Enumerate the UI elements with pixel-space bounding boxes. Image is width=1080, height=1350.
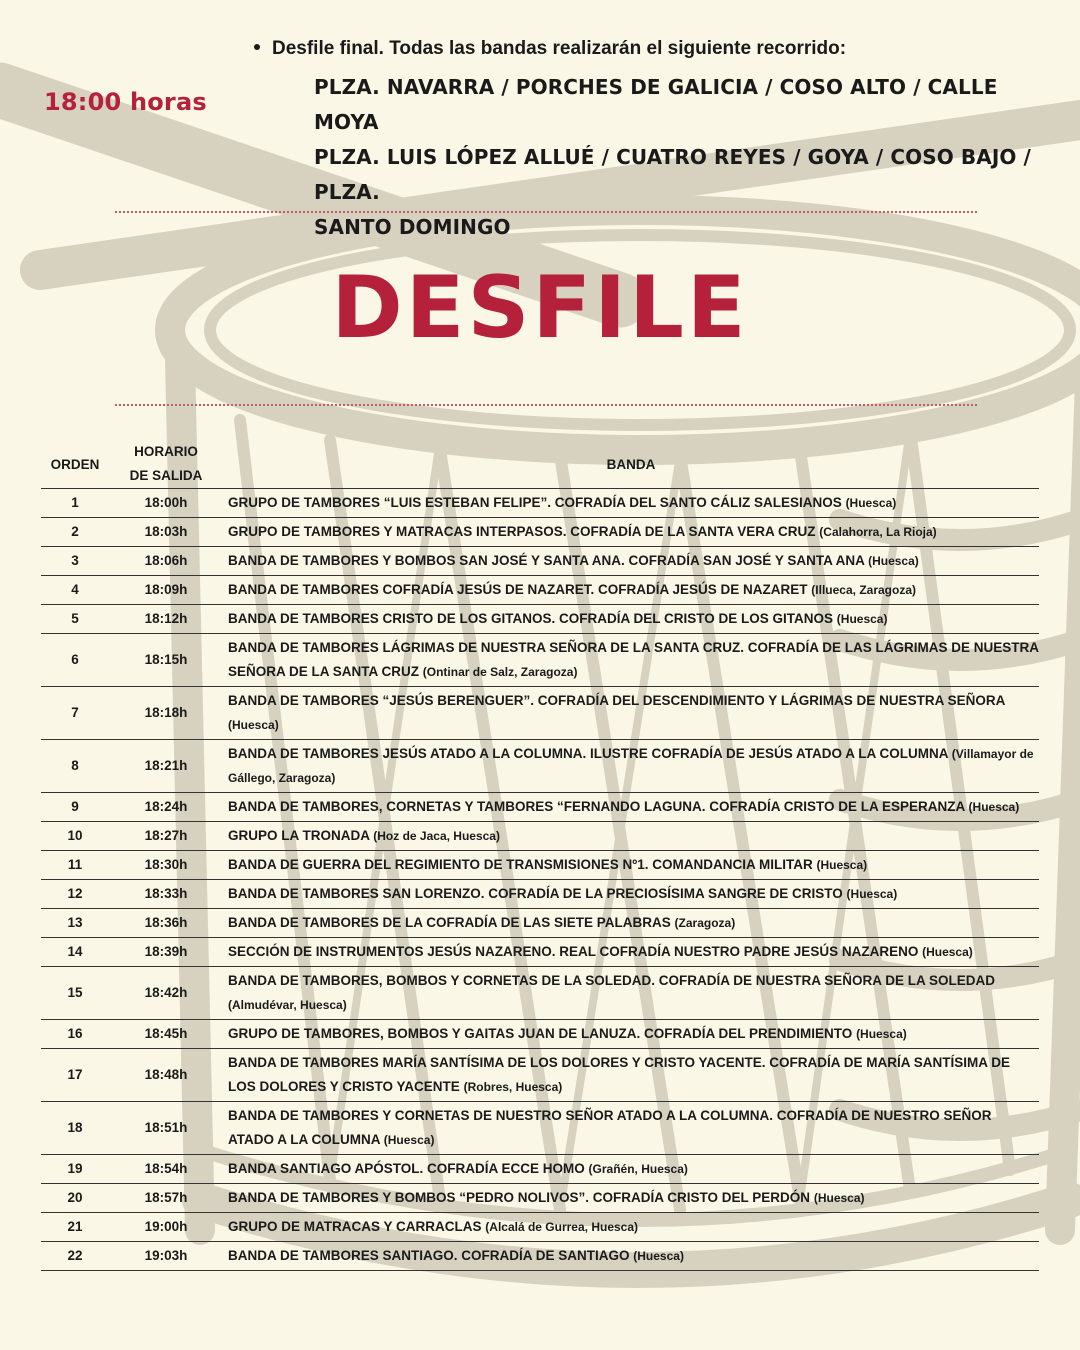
row-band: [223, 1184, 1039, 1213]
row-order: 19: [41, 1155, 109, 1184]
table-row: [41, 938, 1039, 967]
divider-bottom: [115, 404, 977, 406]
band-name: GRUPO DE TAMBORES, BOMBOS Y GAITAS JUAN DE LANUZA. COFRADÍA DEL PRENDIMIENTO: [228, 1026, 853, 1041]
row-band: [223, 547, 1039, 576]
route-line: PLZA. LUIS LÓPEZ ALLUÉ / CUATRO REYES / GOYA / COSO BAJO / PLZA.: [314, 145, 1031, 204]
row-band: [223, 489, 1039, 518]
row-order: 15: [41, 967, 109, 1020]
band-name: BANDA DE TAMBORES Y BOMBOS “PEDRO NOLIVOS”. COFRADÍA CRISTO DEL PERDÓN: [228, 1190, 811, 1205]
band-location: (Ontinar de Salz, Zaragoza): [422, 665, 578, 679]
band-name: BANDA DE TAMBORES JESÚS ATADO A LA COLUMNA. ILUSTRE COFRADÍA DE JESÚS ATADO A LA COLUMNA: [228, 746, 948, 761]
table-row: [41, 1049, 1039, 1102]
table-row: [41, 740, 1039, 793]
table-row: [41, 518, 1039, 547]
table-row: [41, 634, 1039, 687]
row-time: 18:48h: [109, 1049, 223, 1102]
schedule-time: 18:00 horas: [44, 88, 207, 116]
row-time: 18:54h: [109, 1155, 223, 1184]
row-time: 19:00h: [109, 1213, 223, 1242]
table-row: [41, 822, 1039, 851]
band-location: (Alcalá de Gurrea, Huesca): [485, 1220, 639, 1234]
row-time: 18:15h: [109, 634, 223, 687]
band-location: (Huesca): [868, 554, 919, 568]
table-row: [41, 1184, 1039, 1213]
row-time: 18:42h: [109, 967, 223, 1020]
row-order: 17: [41, 1049, 109, 1102]
band-location: (Almudévar, Huesca): [228, 998, 347, 1012]
row-time: 18:09h: [109, 576, 223, 605]
row-band: [223, 634, 1039, 687]
row-order: 10: [41, 822, 109, 851]
column-header-orden: ORDEN: [41, 440, 109, 489]
row-band: [223, 880, 1039, 909]
band-name: BANDA DE TAMBORES LÁGRIMAS DE NUESTRA SEÑORA DE LA SANTA CRUZ. COFRADÍA DE LAS LÁGRIMAS DE NUESTRA SEÑORA DE LA SANTA CRUZ: [228, 640, 1039, 679]
row-band: [223, 576, 1039, 605]
row-order: 20: [41, 1184, 109, 1213]
table-row: [41, 793, 1039, 822]
row-time: 18:06h: [109, 547, 223, 576]
band-location: (Zaragoza): [674, 916, 736, 930]
route-intro: [250, 38, 1050, 245]
table-row: [41, 880, 1039, 909]
row-band: [223, 822, 1039, 851]
row-order: 3: [41, 547, 109, 576]
row-order: 12: [41, 880, 109, 909]
band-location: (Villamayor de Gállego, Zaragoza): [228, 747, 1034, 785]
row-time: 18:39h: [109, 938, 223, 967]
band-name: BANDA DE TAMBORES “JESÚS BERENGUER”. COFRADÍA DEL DESCENDIMIENTO Y LÁGRIMAS DE NUESTRA SEÑORA: [228, 693, 1005, 708]
row-band: [223, 1049, 1039, 1102]
band-location: (Calahorra, La Rioja): [819, 525, 937, 539]
band-name: BANDA DE TAMBORES MARÍA SANTÍSIMA DE LOS DOLORES Y CRISTO YACENTE. COFRADÍA DE MARÍA SANTÍSIMA DE LOS DOLORES Y CRISTO YACENTE: [228, 1055, 1011, 1094]
row-time: 18:57h: [109, 1184, 223, 1213]
column-header-horario: HORARIO DE SALIDA: [109, 440, 223, 489]
band-location: (Huesca): [816, 858, 868, 872]
row-order: 22: [41, 1242, 109, 1271]
table-header-row: [41, 440, 1039, 489]
row-order: 11: [41, 851, 109, 880]
row-order: 7: [41, 687, 109, 740]
band-name: BANDA DE TAMBORES SAN LORENZO. COFRADÍA DE LA PRECIOSÍSIMA SANGRE DE CRISTO: [228, 886, 843, 901]
parade-schedule-table: [41, 440, 1039, 1271]
divider-top: [115, 211, 977, 213]
page-title: DESFILE: [331, 258, 749, 358]
row-time: 18:00h: [109, 489, 223, 518]
band-location: (Huesca): [845, 496, 897, 510]
band-location: (Huesca): [846, 887, 898, 901]
band-name: GRUPO LA TRONADA: [228, 828, 370, 843]
row-band: [223, 1020, 1039, 1049]
band-name: GRUPO DE TAMBORES Y MATRACAS INTERPASOS. COFRADÍA DE LA SANTA VERA CRUZ: [228, 524, 816, 539]
band-location: (Grañén, Huesca): [588, 1162, 688, 1176]
band-location: (Huesca): [968, 800, 1020, 814]
band-location: (Hoz de Jaca, Huesca): [373, 829, 500, 843]
band-location: (Huesca): [836, 612, 888, 626]
row-band: [223, 909, 1039, 938]
table-row: [41, 909, 1039, 938]
band-location: (Huesca): [228, 718, 279, 732]
row-band: [223, 851, 1039, 880]
band-name: BANDA DE GUERRA DEL REGIMIENTO DE TRANSMISIONES Nº1. COMANDANCIA MILITAR: [228, 857, 813, 872]
band-location: (Huesca): [383, 1133, 435, 1147]
row-time: 18:45h: [109, 1020, 223, 1049]
intro-text: Desfile final. Todas las bandas realizarán el siguiente recorrido:: [272, 38, 847, 59]
row-band: [223, 793, 1039, 822]
row-time: 18:51h: [109, 1102, 223, 1155]
band-name: BANDA DE TAMBORES CRISTO DE LOS GITANOS. COFRADÍA DEL CRISTO DE LOS GITANOS: [228, 611, 834, 626]
band-name: BANDA DE TAMBORES COFRADÍA JESÚS DE NAZARET. COFRADÍA JESÚS DE NAZARET: [228, 582, 808, 597]
band-name: BANDA DE TAMBORES, CORNETAS Y TAMBORES “FERNANDO LAGUNA. COFRADÍA CRISTO DE LA ESPERANZA: [228, 799, 965, 814]
table-row: [41, 489, 1039, 518]
row-time: 18:27h: [109, 822, 223, 851]
route-line: SANTO DOMINGO: [314, 215, 511, 239]
row-order: 6: [41, 634, 109, 687]
row-band: [223, 1242, 1039, 1271]
row-time: 19:03h: [109, 1242, 223, 1271]
row-order: 1: [41, 489, 109, 518]
table-row: [41, 1242, 1039, 1271]
band-name: BANDA DE TAMBORES Y BOMBOS SAN JOSÉ Y SANTA ANA. COFRADÍA SAN JOSÉ Y SANTA ANA: [228, 553, 865, 568]
band-name: GRUPO DE TAMBORES “LUIS ESTEBAN FELIPE”. COFRADÍA DEL SANTO CÁLIZ SALESIANOS: [228, 495, 842, 510]
band-name: BANDA DE TAMBORES SANTIAGO. COFRADÍA DE SANTIAGO: [228, 1248, 630, 1263]
table-row: [41, 967, 1039, 1020]
row-order: 4: [41, 576, 109, 605]
bullet-icon: [254, 44, 260, 50]
band-location: (Robres, Huesca): [463, 1080, 563, 1094]
band-location: (Illueca, Zaragoza): [811, 583, 916, 597]
row-time: 18:24h: [109, 793, 223, 822]
table-row: [41, 687, 1039, 740]
row-band: [223, 605, 1039, 634]
row-band: [223, 1102, 1039, 1155]
row-time: 18:36h: [109, 909, 223, 938]
table-row: [41, 1213, 1039, 1242]
table-row: [41, 851, 1039, 880]
row-order: 8: [41, 740, 109, 793]
band-name: SECCIÓN DE INSTRUMENTOS JESÚS NAZARENO. REAL COFRADÍA NUESTRO PADRE JESÚS NAZARENO: [228, 944, 919, 959]
row-time: 18:21h: [109, 740, 223, 793]
row-time: 18:33h: [109, 880, 223, 909]
row-band: [223, 938, 1039, 967]
band-name: BANDA DE TAMBORES Y CORNETAS DE NUESTRO SEÑOR ATADO A LA COLUMNA. COFRADÍA DE NUESTRO SEÑOR ATADO A LA COLUMNA: [228, 1108, 992, 1147]
row-band: [223, 1155, 1039, 1184]
row-band: [223, 967, 1039, 1020]
column-header-banda: BANDA: [223, 440, 1039, 489]
band-name: BANDA DE TAMBORES, BOMBOS Y CORNETAS DE LA SOLEDAD. COFRADÍA DE NUESTRA SEÑORA DE LA SOLEDAD: [228, 973, 996, 988]
table-row: [41, 1020, 1039, 1049]
table-row: [41, 605, 1039, 634]
band-name: BANDA SANTIAGO APÓSTOL. COFRADÍA ECCE HOMO: [228, 1161, 585, 1176]
row-band: [223, 687, 1039, 740]
band-location: (Huesca): [633, 1249, 684, 1263]
route-line: PLZA. NAVARRA / PORCHES DE GALICIA / COSO ALTO / CALLE MOYA: [314, 75, 998, 134]
row-order: 13: [41, 909, 109, 938]
row-order: 18: [41, 1102, 109, 1155]
table-row: [41, 1102, 1039, 1155]
route-list: [314, 70, 1050, 245]
band-location: (Huesca): [813, 1191, 865, 1205]
row-time: 18:30h: [109, 851, 223, 880]
row-time: 18:12h: [109, 605, 223, 634]
table-row: [41, 1155, 1039, 1184]
row-order: 9: [41, 793, 109, 822]
row-time: 18:03h: [109, 518, 223, 547]
band-location: (Huesca): [856, 1027, 907, 1041]
row-order: 14: [41, 938, 109, 967]
row-band: [223, 518, 1039, 547]
row-band: [223, 740, 1039, 793]
row-time: 18:18h: [109, 687, 223, 740]
table-row: [41, 576, 1039, 605]
row-order: 16: [41, 1020, 109, 1049]
band-name: BANDA DE TAMBORES DE LA COFRADÍA DE LAS SIETE PALABRAS: [228, 915, 671, 930]
row-band: [223, 1213, 1039, 1242]
row-order: 2: [41, 518, 109, 547]
row-order: 21: [41, 1213, 109, 1242]
row-order: 5: [41, 605, 109, 634]
table-row: [41, 547, 1039, 576]
band-name: GRUPO DE MATRACAS Y CARRACLAS: [228, 1219, 482, 1234]
band-location: (Huesca): [922, 945, 973, 959]
